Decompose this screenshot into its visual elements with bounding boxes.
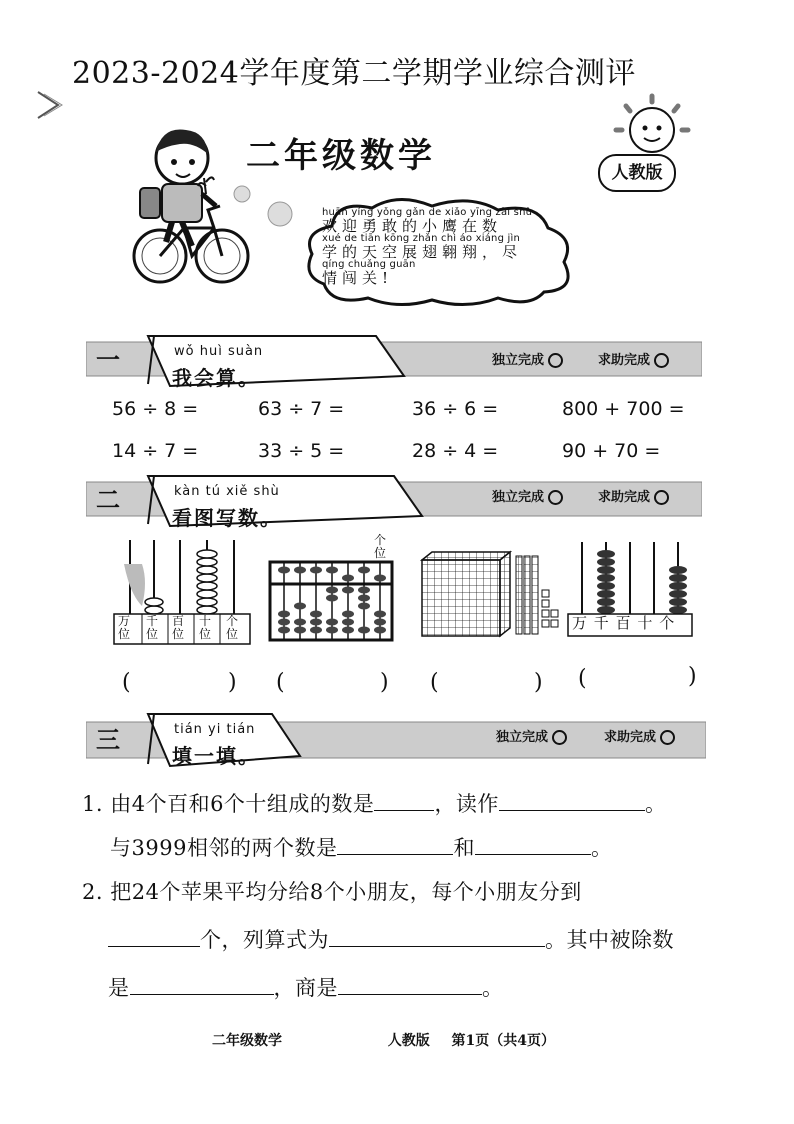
place-label: 百 bbox=[615, 614, 632, 632]
place-label: 百位 bbox=[172, 614, 185, 641]
welcome-line bbox=[322, 234, 558, 260]
place-label: 万位 bbox=[118, 614, 131, 641]
calc-item: 800 + 700 = bbox=[562, 398, 685, 420]
badge-label: 独立完成 bbox=[492, 353, 545, 368]
section-number: 一 bbox=[96, 346, 120, 374]
question-text: 与3999相邻的两个数是 bbox=[110, 836, 338, 860]
answer-blank[interactable] bbox=[130, 976, 274, 995]
section-pinyin: kàn tú xiě shù bbox=[174, 484, 280, 499]
calc-item: 56 ÷ 8 = bbox=[112, 398, 199, 420]
section-title: 看图写数。 bbox=[172, 506, 282, 530]
welcome-message bbox=[322, 208, 558, 286]
question-1-line-1 bbox=[82, 788, 666, 818]
answer-paren-close: ) bbox=[380, 670, 389, 695]
calc-item: 28 ÷ 4 = bbox=[412, 440, 499, 462]
calc-item: 63 ÷ 7 = bbox=[258, 398, 345, 420]
place-label: 千位 bbox=[146, 614, 159, 641]
answer-blank[interactable] bbox=[499, 792, 645, 811]
check-circle[interactable] bbox=[660, 730, 675, 745]
welcome-pinyin: xué de tiān kōng zhǎn chì áo xiáng jìn bbox=[322, 233, 521, 244]
answer-paren-close: ) bbox=[228, 670, 237, 695]
question-2-line-2 bbox=[108, 924, 674, 954]
section-title: 我会算。 bbox=[172, 366, 260, 390]
answer-blank[interactable] bbox=[475, 836, 591, 855]
question-text: 和 bbox=[453, 836, 475, 860]
badge-label: 独立完成 bbox=[492, 490, 545, 505]
help-badge bbox=[598, 486, 669, 505]
footer-page-number: 第1页（共4页） bbox=[451, 1033, 555, 1049]
question-text: 1. 由4个百和6个十组成的数是 bbox=[82, 792, 375, 816]
section-pinyin: wǒ huì suàn bbox=[174, 344, 264, 359]
welcome-line bbox=[322, 208, 558, 234]
check-circle[interactable] bbox=[548, 490, 563, 505]
footer-subject: 二年级数学 bbox=[212, 1033, 282, 1049]
answer-blank[interactable] bbox=[108, 928, 200, 947]
check-circle[interactable] bbox=[552, 730, 567, 745]
welcome-hanzi: 学的天空展翅翱翔，尽 bbox=[322, 243, 523, 261]
calc-item: 90 + 70 = bbox=[562, 440, 661, 462]
answer-paren-open: ( bbox=[122, 670, 131, 695]
answer-paren-open: ( bbox=[276, 670, 285, 695]
welcome-hanzi: 欢迎勇敢的小鹰在数 bbox=[322, 217, 503, 235]
answer-paren-close: ) bbox=[534, 670, 543, 695]
answer-paren-close: ) bbox=[688, 664, 697, 689]
question-text: ，读作 bbox=[434, 792, 499, 816]
place-label-row bbox=[572, 612, 675, 633]
exam-title: 2023-2024学年度第二学期学业综合测评 bbox=[72, 56, 636, 91]
bubble-decorations bbox=[230, 182, 300, 232]
answer-paren-open: ( bbox=[430, 670, 439, 695]
question-2-line-3 bbox=[108, 972, 504, 1002]
section-title: 填一填。 bbox=[172, 744, 260, 768]
check-circle[interactable] bbox=[548, 353, 563, 368]
footer-edition: 人教版 bbox=[387, 1033, 430, 1049]
badge-label: 求助完成 bbox=[604, 730, 657, 745]
question-text: 。 bbox=[590, 836, 613, 860]
question-text: 。其中被除数 bbox=[545, 928, 674, 952]
edition-badge: 人教版 bbox=[598, 154, 676, 192]
place-label: 万 bbox=[572, 614, 589, 632]
question-text: 个，列算式为 bbox=[200, 928, 329, 952]
page-footer bbox=[212, 1030, 555, 1050]
question-text: 是 bbox=[108, 976, 130, 1000]
section-number: 三 bbox=[96, 726, 120, 754]
welcome-line bbox=[322, 260, 558, 286]
answer-blank[interactable] bbox=[337, 836, 453, 855]
ones-place-label: 个位 bbox=[374, 533, 387, 560]
place-value-blocks bbox=[420, 550, 560, 640]
sun-icon bbox=[612, 92, 692, 162]
independent-badge bbox=[492, 349, 563, 368]
place-label: 十位 bbox=[199, 614, 212, 641]
place-label: 个位 bbox=[226, 614, 239, 641]
calc-item: 14 ÷ 7 = bbox=[112, 440, 199, 462]
question-2-line-1: 2. 把24个苹果平均分给8个小朋友，每个小朋友分到 bbox=[82, 880, 582, 904]
calc-item: 33 ÷ 5 = bbox=[258, 440, 345, 462]
independent-badge bbox=[496, 726, 567, 745]
check-circle[interactable] bbox=[654, 353, 669, 368]
calc-item: 36 ÷ 6 = bbox=[412, 398, 499, 420]
help-badge bbox=[598, 349, 669, 368]
badge-label: 求助完成 bbox=[598, 490, 651, 505]
place-label: 个 bbox=[659, 614, 676, 632]
welcome-pinyin: huān yíng yǒng gǎn de xiǎo yīng zài shù bbox=[322, 207, 533, 218]
place-label: 十 bbox=[637, 614, 654, 632]
welcome-pinyin: qíng chuǎng guān bbox=[322, 259, 416, 270]
answer-blank[interactable] bbox=[338, 976, 482, 995]
question-text: 。 bbox=[644, 792, 667, 816]
place-label: 千 bbox=[593, 614, 610, 632]
subject-heading: 二年级数学 bbox=[246, 136, 436, 176]
help-badge bbox=[604, 726, 675, 745]
welcome-hanzi: 情闯关! bbox=[322, 269, 394, 287]
answer-blank[interactable] bbox=[329, 928, 545, 947]
independent-badge bbox=[492, 486, 563, 505]
answer-paren-open: ( bbox=[578, 666, 587, 691]
corner-arrow-mark bbox=[34, 88, 64, 122]
answer-blank[interactable] bbox=[374, 792, 434, 811]
abacus bbox=[268, 560, 394, 642]
section-pinyin: tián yi tián bbox=[174, 722, 256, 737]
section-number: 二 bbox=[96, 486, 120, 514]
question-text: ，商是 bbox=[273, 976, 338, 1000]
badge-label: 独立完成 bbox=[496, 730, 549, 745]
question-text: 。 bbox=[482, 976, 504, 1000]
check-circle[interactable] bbox=[654, 490, 669, 505]
badge-label: 求助完成 bbox=[598, 353, 651, 368]
question-1-line-2 bbox=[110, 832, 612, 862]
